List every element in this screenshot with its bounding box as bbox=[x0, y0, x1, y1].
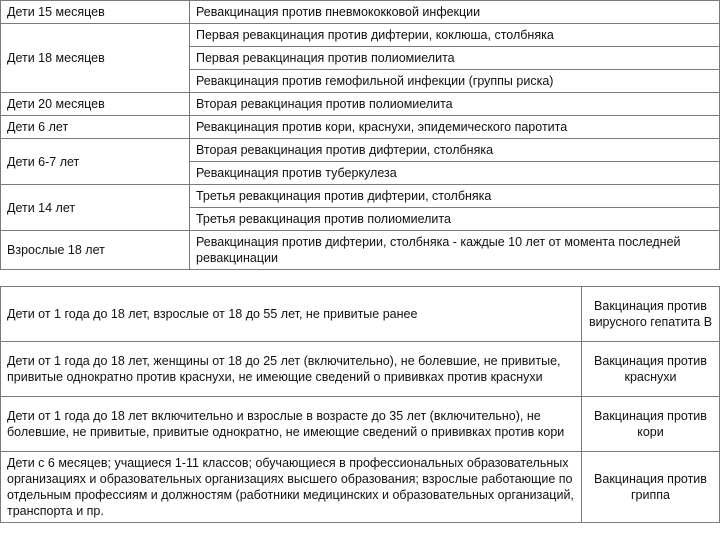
age-cell: Дети 20 месяцев bbox=[1, 93, 190, 116]
age-cell: Дети 6-7 лет bbox=[1, 139, 190, 185]
cohort-cell: Дети от 1 года до 18 лет, взрослые от 18 до 55 лет, не привитые ранее bbox=[1, 287, 582, 342]
vaccination-cell: Первая ревакцинация против дифтерии, коклюша, столбняка bbox=[190, 24, 720, 47]
age-cell: Дети 18 месяцев bbox=[1, 24, 190, 93]
vaccination-cell: Ревакцинация против пневмококковой инфекции bbox=[190, 1, 720, 24]
vaccination-cell: Ревакцинация против гемофильной инфекции (группы риска) bbox=[190, 70, 720, 93]
table-row bbox=[1, 452, 720, 523]
table-row bbox=[1, 342, 720, 397]
age-cell: Дети 14 лет bbox=[1, 185, 190, 231]
vaccination-type-cell: Вакцинация против вирусного гепатита В bbox=[582, 287, 720, 342]
vaccination-cell: Вторая ревакцинация против дифтерии, столбняка bbox=[190, 139, 720, 162]
vaccination-cell: Ревакцинация против дифтерии, столбняка - каждые 10 лет от момента последней ревакцинации bbox=[190, 231, 720, 270]
vaccination-cell: Ревакцинация против кори, краснухи, эпидемического паротита bbox=[190, 116, 720, 139]
age-cell: Взрослые 18 лет bbox=[1, 231, 190, 270]
vaccination-cell: Вторая ревакцинация против полиомиелита bbox=[190, 93, 720, 116]
cohort-cell: Дети от 1 года до 18 лет включительно и взрослые в возрасте до 35 лет (включительно), не болевшие, не привитые, привитые однократно, не имеющие сведений о прививках против кори bbox=[1, 397, 582, 452]
vaccination-cell: Ревакцинация против туберкулеза bbox=[190, 162, 720, 185]
vaccination-cell: Третья ревакцинация против дифтерии, столбняка bbox=[190, 185, 720, 208]
cohort-cell: Дети от 1 года до 18 лет, женщины от 18 до 25 лет (включительно), не болевшие, не привитые, привитые однократно против краснухи, не имеющие сведений о прививках против краснухи bbox=[1, 342, 582, 397]
table-row bbox=[1, 93, 720, 116]
catchup-vaccination-table bbox=[0, 286, 720, 523]
table-row bbox=[1, 116, 720, 139]
table-row bbox=[1, 1, 720, 24]
table-row bbox=[1, 397, 720, 452]
age-cell: Дети 6 лет bbox=[1, 116, 190, 139]
age-cell: Дети 15 месяцев bbox=[1, 1, 190, 24]
table-row bbox=[1, 231, 720, 270]
vaccination-type-cell: Вакцинация против кори bbox=[582, 397, 720, 452]
vaccination-type-cell: Вакцинация против краснухи bbox=[582, 342, 720, 397]
cohort-cell: Дети с 6 месяцев; учащиеся 1-11 классов; обучающиеся в профессиональных образовательных организациях и образовательных организациях высшего образования; взрослые работающие по отдельным профессиям и должностям (работники медицинских и образовательных организаций, транспорта и пр. bbox=[1, 452, 582, 523]
table-row bbox=[1, 24, 720, 47]
vaccination-type-cell: Вакцинация против гриппа bbox=[582, 452, 720, 523]
vaccination-cell: Первая ревакцинация против полиомиелита bbox=[190, 47, 720, 70]
table-row bbox=[1, 287, 720, 342]
table-row bbox=[1, 185, 720, 208]
vaccination-cell: Третья ревакцинация против полиомиелита bbox=[190, 208, 720, 231]
table-row bbox=[1, 139, 720, 162]
